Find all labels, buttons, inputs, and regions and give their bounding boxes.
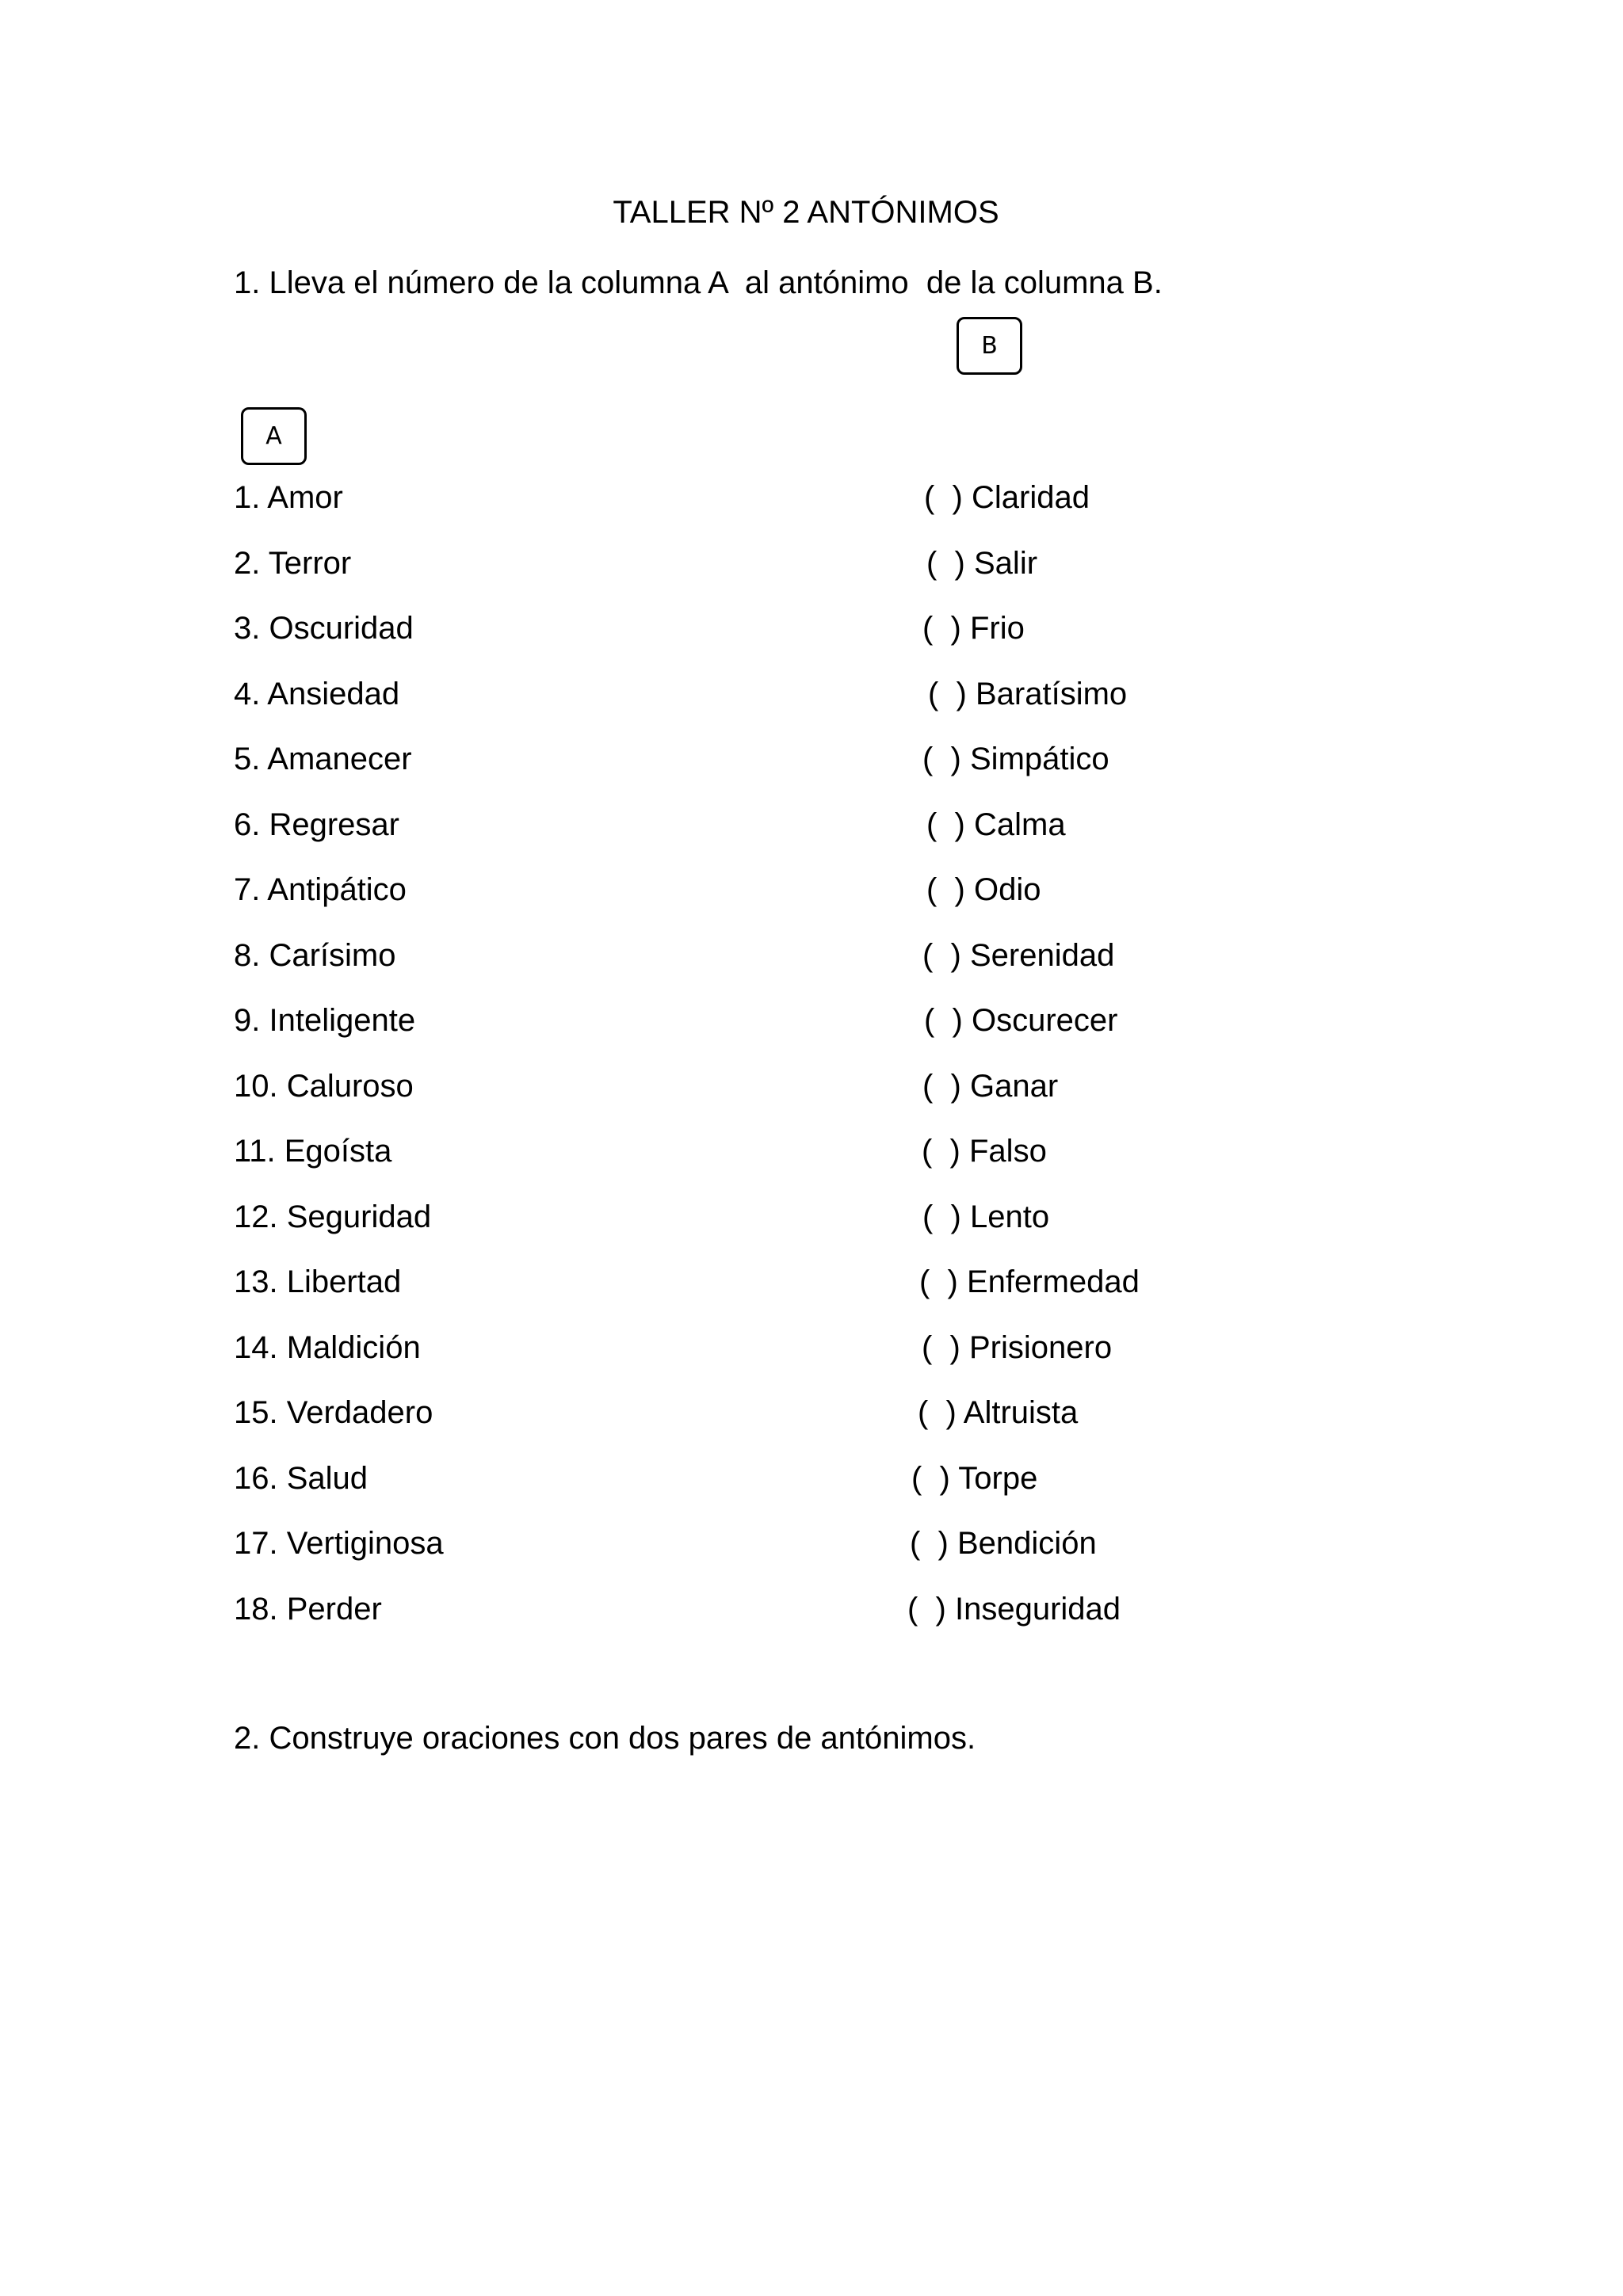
answer-blank[interactable]: ( ): [926, 545, 965, 581]
column-b-item: [907, 1590, 1121, 1628]
question-2-text: 2. Construye oraciones con dos pares de antónimos.: [234, 1721, 976, 1756]
column-b-item: [911, 1459, 1037, 1497]
column-b-word: Bendición: [957, 1526, 1097, 1561]
column-a-item: 7. Antipático: [234, 872, 407, 907]
answer-blank[interactable]: ( ): [928, 676, 967, 711]
answer-blank[interactable]: ( ): [926, 807, 965, 842]
column-a-item: 8. Carísimo: [234, 937, 396, 973]
column-b-item: [918, 1394, 1078, 1432]
column-b-item: [928, 675, 1127, 713]
answer-blank[interactable]: ( ): [907, 1591, 946, 1627]
answer-blank[interactable]: ( ): [926, 872, 965, 907]
column-b-item: [922, 740, 1109, 778]
answer-blank[interactable]: ( ): [922, 1134, 960, 1169]
column-a-item: 1. Amor: [234, 480, 343, 515]
column-b-word: Simpático: [970, 742, 1109, 776]
column-a-item: 6. Regresar: [234, 807, 399, 842]
column-b-item: [926, 871, 1041, 909]
answer-blank[interactable]: ( ): [924, 480, 963, 515]
column-a-item: 5. Amanecer: [234, 742, 412, 776]
column-b-word: Altruista: [963, 1395, 1079, 1430]
column-b-item: [922, 609, 1025, 647]
column-a-item: 15. Verdadero: [234, 1395, 433, 1430]
column-b-word: Prisionero: [969, 1329, 1113, 1365]
column-a-item: 10. Caluroso: [234, 1068, 414, 1104]
column-b-word: Falso: [969, 1134, 1047, 1169]
column-b-item: [922, 1329, 1112, 1367]
column-b-item: [924, 479, 1090, 517]
column-b-word: Salir: [974, 545, 1038, 581]
column-a-item: 13. Libertad: [234, 1264, 402, 1299]
column-a-item: 14. Maldición: [234, 1329, 421, 1365]
column-a-item: 17. Vertiginosa: [234, 1526, 444, 1561]
column-b-item: [919, 1263, 1140, 1301]
column-a-item: 3. Oscuridad: [234, 611, 414, 646]
column-a-label: A: [265, 422, 282, 450]
column-b-label: B: [981, 332, 998, 360]
column-a-label-box: [241, 407, 307, 465]
column-b-word: Inseguridad: [955, 1591, 1121, 1627]
answer-blank[interactable]: ( ): [922, 742, 961, 776]
column-b-word: Odio: [974, 872, 1041, 907]
answer-blank[interactable]: ( ): [918, 1395, 957, 1430]
instruction-text: 1. Lleva el número de la columna A al antónimo de la columna B.: [234, 265, 1163, 300]
answer-blank[interactable]: ( ): [922, 1068, 961, 1104]
page-title: TALLER Nº 2 ANTÓNIMOS: [613, 195, 999, 230]
column-b-word: Lento: [970, 1199, 1050, 1234]
column-b-word: Torpe: [958, 1460, 1038, 1496]
column-a-item: 16. Salud: [234, 1460, 369, 1496]
column-b-word: Enfermedad: [967, 1264, 1140, 1299]
column-a-item: 2. Terror: [234, 545, 352, 581]
answer-blank[interactable]: ( ): [924, 1003, 963, 1038]
column-b-item: [922, 1067, 1058, 1105]
column-b-item: [926, 806, 1066, 844]
column-a-item: 9. Inteligente: [234, 1003, 416, 1038]
column-b-word: Calma: [974, 807, 1066, 842]
answer-blank[interactable]: ( ): [922, 1329, 960, 1365]
column-b-word: Ganar: [970, 1068, 1059, 1104]
column-b-word: Baratísimo: [976, 676, 1128, 711]
column-b-item: [924, 1001, 1118, 1039]
column-b-label-box: [957, 317, 1022, 375]
answer-blank[interactable]: ( ): [922, 611, 961, 646]
answer-blank[interactable]: ( ): [922, 937, 961, 973]
column-a-item: 11. Egoísta: [234, 1134, 392, 1169]
column-b-item: [910, 1524, 1097, 1562]
column-a-item: 4. Ansiedad: [234, 676, 400, 711]
column-b-word: Frio: [970, 611, 1025, 646]
answer-blank[interactable]: ( ): [919, 1264, 958, 1299]
column-b-word: Serenidad: [970, 937, 1115, 973]
column-a-item: 12. Seguridad: [234, 1199, 432, 1234]
column-a-item: 18. Perder: [234, 1591, 382, 1627]
column-b-item: [922, 936, 1114, 974]
answer-blank[interactable]: ( ): [910, 1526, 949, 1561]
column-b-item: [922, 1132, 1047, 1170]
column-b-item: [922, 1198, 1049, 1236]
answer-blank[interactable]: ( ): [922, 1199, 961, 1234]
column-b-item: [926, 544, 1037, 582]
column-b-word: Oscurecer: [972, 1003, 1118, 1038]
answer-blank[interactable]: ( ): [911, 1460, 950, 1496]
column-b-word: Claridad: [972, 480, 1090, 515]
